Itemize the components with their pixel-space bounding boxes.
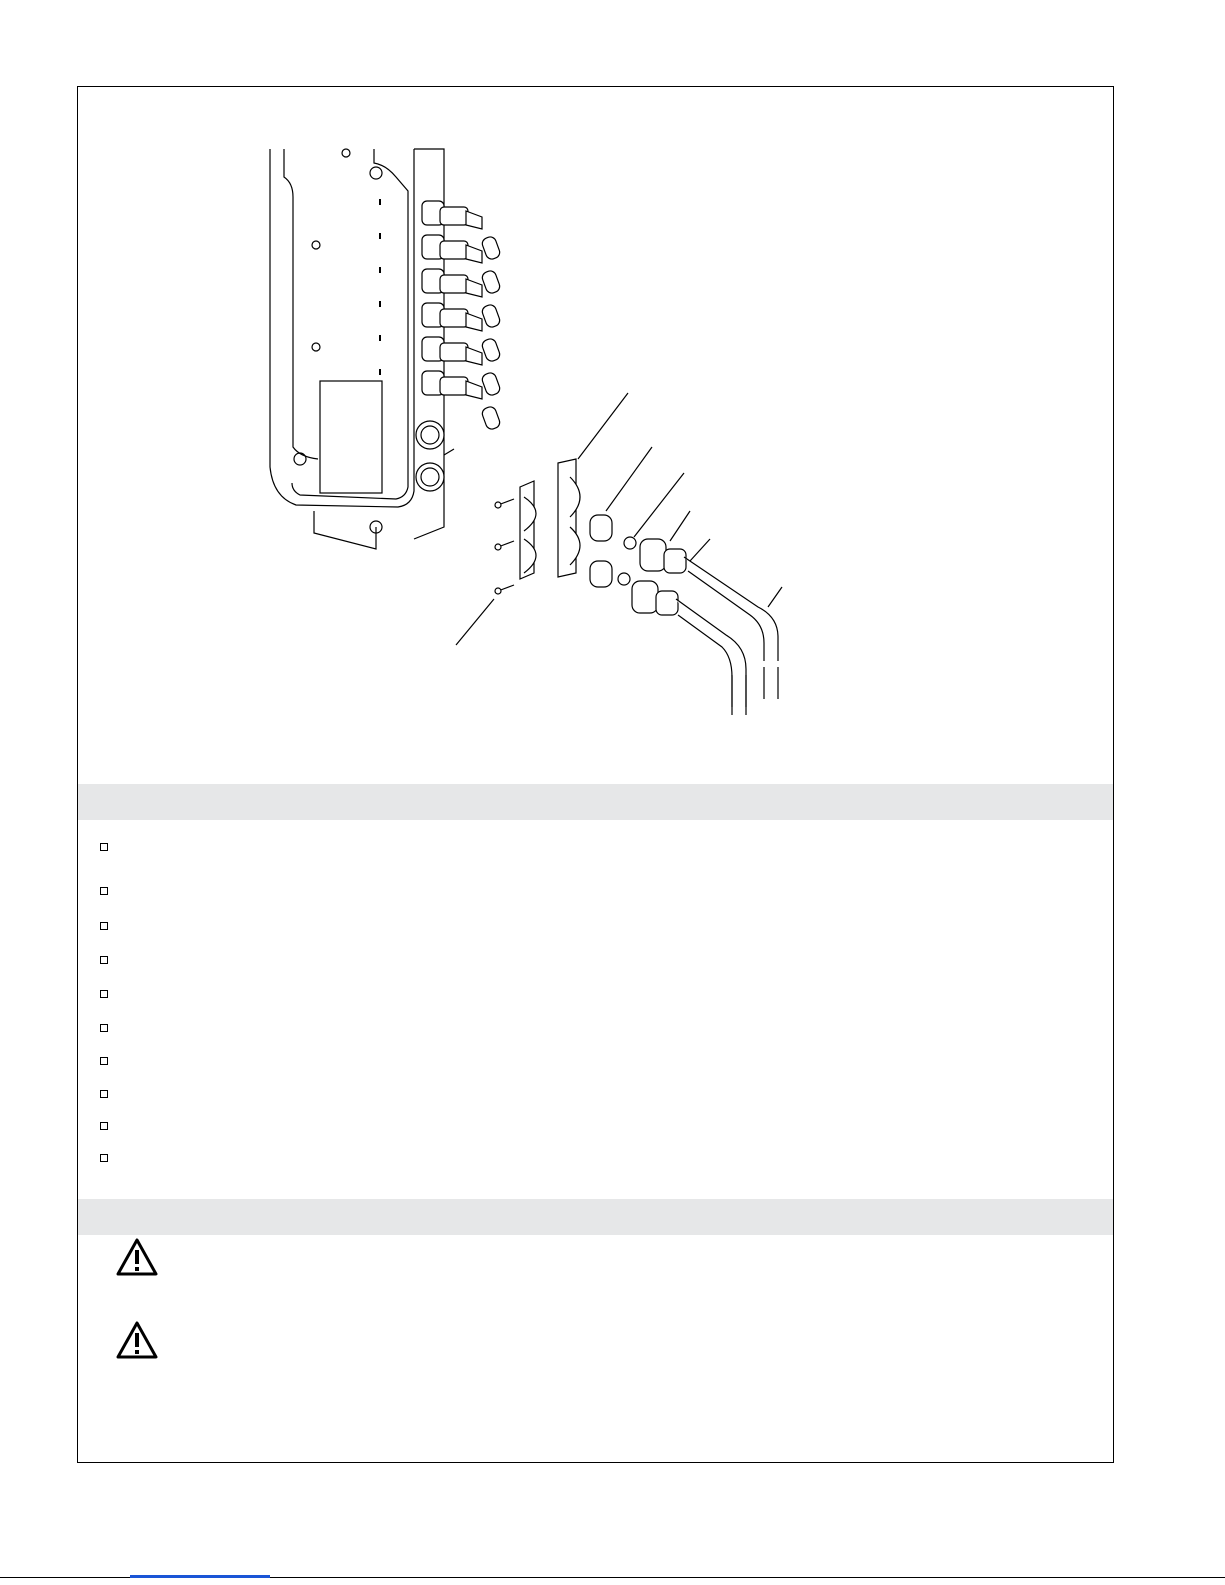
warning-triangle-icon bbox=[115, 1320, 159, 1360]
checkbox[interactable] bbox=[100, 1090, 108, 1098]
checkbox[interactable] bbox=[100, 843, 108, 851]
checkbox[interactable] bbox=[100, 887, 108, 895]
warning-triangle-icon bbox=[115, 1237, 159, 1277]
checkbox[interactable] bbox=[100, 1057, 108, 1065]
checkbox[interactable] bbox=[100, 1154, 108, 1162]
checkbox[interactable] bbox=[100, 922, 108, 930]
page-frame bbox=[77, 86, 1114, 1463]
checkbox[interactable] bbox=[100, 1024, 108, 1032]
checkbox[interactable] bbox=[100, 990, 108, 998]
footer-link-underline[interactable] bbox=[130, 1575, 270, 1578]
section-band-2 bbox=[78, 1199, 1113, 1235]
assembly-illustration bbox=[78, 87, 1115, 787]
checkbox[interactable] bbox=[100, 956, 108, 964]
checkbox[interactable] bbox=[100, 1122, 108, 1130]
section-band-1 bbox=[78, 784, 1113, 820]
